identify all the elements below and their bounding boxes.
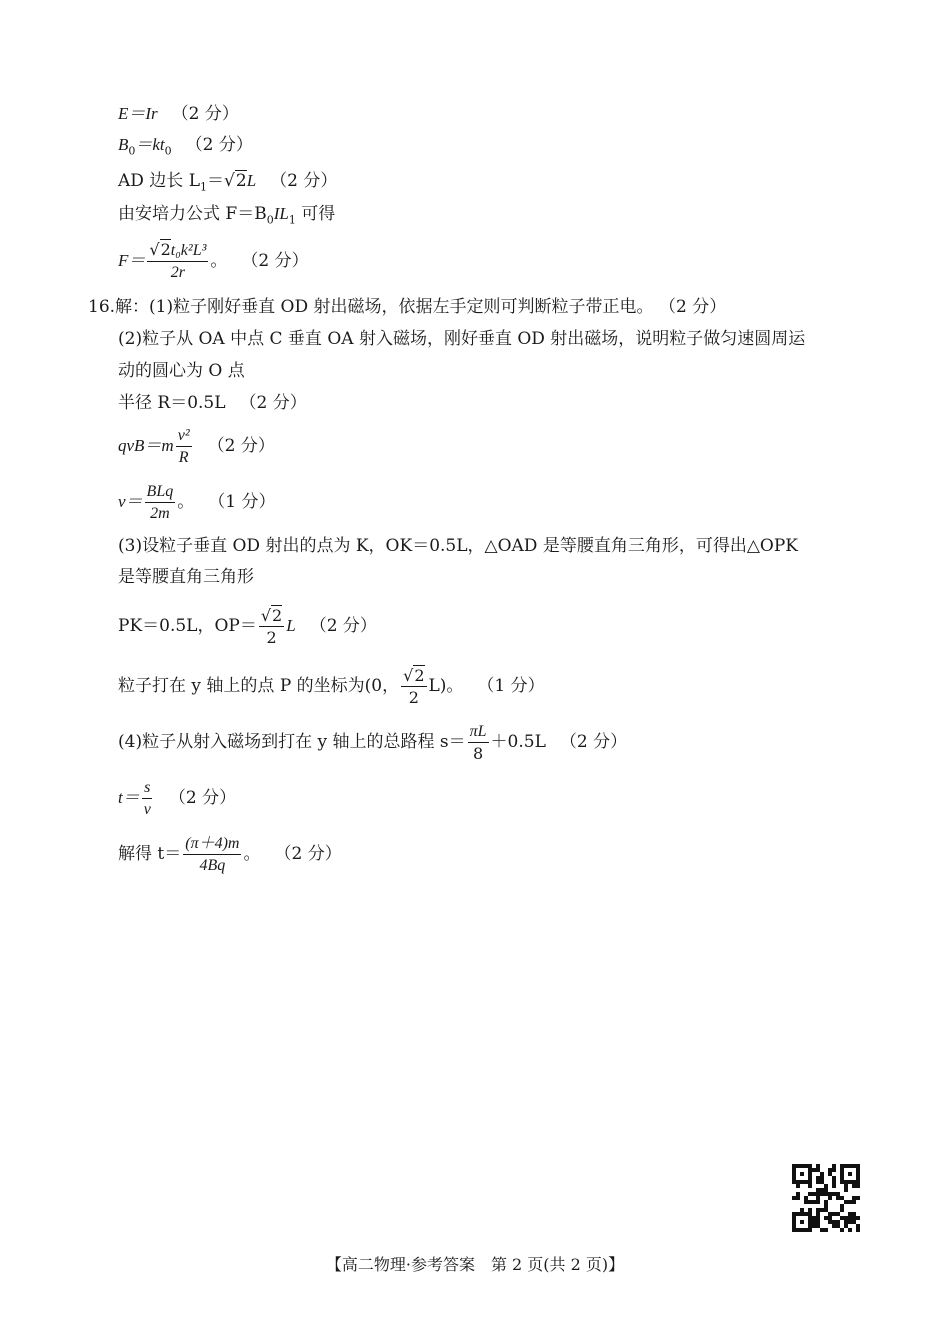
- equation-ad-length: AD 边长 $L_1=√2L$ （2 分）: [118, 171, 338, 194]
- time-solution: 解得 t＝ $\frac{(\pi+4)m}{4Bq}$ 。 （2 分）: [118, 834, 342, 874]
- force-result: F＝ $\frac{\text{√2t₀k²L³}}{2r}$ 。 （2 分）: [118, 240, 309, 281]
- pk-op-equation: PK＝0.5L，OP＝ $\frac{√2}{2}$ L （2 分）: [118, 605, 377, 647]
- equation-b0: $B_0=kt_0$ （2 分）: [118, 135, 253, 158]
- qr-code-icon: [792, 1164, 860, 1232]
- page-footer: 【高二物理·参考答案 第 2 页(共 2 页)】: [325, 1255, 625, 1274]
- velocity-result: v＝ $\frac{\text{BLq}}{2m}$ 。 （1 分）: [118, 482, 276, 522]
- q16-part3-line2: 是等腰直角三角形: [118, 567, 254, 587]
- q16-part2-line1: (2)粒子从 OA 中点 C 垂直 OA 射入磁场，刚好垂直 OD 射出磁场，说明粒子做匀速圆周运: [118, 329, 806, 349]
- total-path-equation: (4)粒子从射入磁场到打在 y 轴上的总路程 s＝ $\frac{\pi L}{8}$ ＋0.5L （2 分）: [118, 722, 628, 763]
- point-p-coordinate: 粒子打在 y 轴上的点 P 的坐标为(0， $\frac{√2}{2}$ L)。 （1 分）: [118, 665, 545, 707]
- ampere-force-text: 由安培力公式 $F=B_0IL_1$ 可得: [118, 204, 336, 227]
- equation-e-ir: E＝Ir （2 分）: [118, 104, 239, 124]
- q16-part2-line2: 动的圆心为 O 点: [118, 361, 245, 381]
- q16-part1: 16.解：(1)粒子刚好垂直 OD 射出磁场，依据左手定则可判断粒子带正电。 （2 分）: [88, 297, 727, 317]
- time-equation: t＝ $\frac{s}{v}$ （2 分）: [118, 778, 237, 818]
- radius-equation: 半径 R＝0.5L （2 分）: [118, 393, 307, 413]
- q16-part3-line1: (3)设粒子垂直 OD 射出的点为 K，OK＝0.5L，△OAD 是等腰直角三角形，可得出△OPK: [118, 536, 798, 556]
- lorentz-equation: qvB＝m $\frac{\text{v²}}{R}$ （2 分）: [118, 426, 275, 466]
